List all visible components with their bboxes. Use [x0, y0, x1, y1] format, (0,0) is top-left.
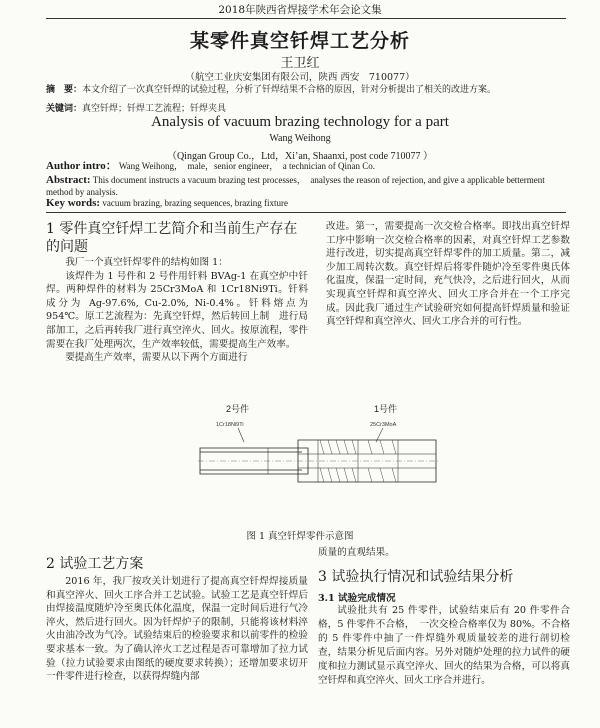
author-intro	[46, 160, 570, 172]
keywords-cn-text: 真空钎焊；钎焊工艺流程；钎焊夹具	[82, 104, 227, 114]
section2-para: 2016 年，我厂按攻关计划进行了提高真空钎焊焊接质量和真空淬火、回火工序合并工艺试验。试验工艺是真空钎焊后由焊接温度随炉冷至奥氏体化温度，保温一定时间后进行气冷淬火，然后进行回火。因为钎焊炉子的限制，只能将该材料淬火由油冷改为气冷。试验结束后的检验要求和以前零件的检验要求基本一致。为了确认淬火工艺过程是否可靠增加了拉力试验（拉力试验要求由图纸的硬度要求转换）；还增加要求切开一件零件进行检查，以获得焊缝内部	[46, 576, 308, 683]
figure-caption: 图 1 真空钎焊零件示意图	[246, 531, 354, 542]
abstract-cn-text: 本文介绍了一次真空钎焊的试验过程，分析了钎焊结果不合格的原因，针对分析提出了相关的改进方案。	[82, 85, 497, 95]
abstract-cn-label: 摘 要：	[46, 85, 83, 95]
section1-right-para: 改进。第一，需要提高一次交检合格率。即找出真空钎焊工序中影响一次交检合格率的因素，对真空钎焊工艺参数进行改进，切实提高真空钎焊零件的加工质量。第二，减少加工周转次数。真空钎焊后将零件随炉冷至零件奥氏体化温度，保温一定时间，充气快冷，之后进行回火，从而实现真空钎焊和真空淬火、回火工序合并在一个工序完成。因此我厂通过生产试验研究如何提高钎焊质量和验证真空钎焊和真空淬火、回火工序合并的可行性。	[326, 221, 570, 328]
abstract-en-label: Abstract:	[46, 174, 91, 186]
abstract-rule	[46, 212, 566, 213]
keywords-en	[46, 197, 570, 209]
section2-left-column	[46, 575, 308, 684]
section1-para-3: 要提高生产效率，需要从以下两个方面进行	[65, 352, 248, 364]
section2-heading: 2 试验工艺方案	[46, 556, 144, 572]
section3-para: 试验批共有 25 件零件，试验结束后有 20 件零件合格，5 件零件不合格， 一次交检合格率仅为 80%。不合格的 5 件零件中抽了一件焊缝外观质量较差的进行剖切检查，结果分析见后面内容。另外对随炉处理的拉力试件的硬度和拉力测试显示真空淬火、回火的结果为合格，可以将真空钎焊和真空淬火、回火工序合并进行。	[318, 605, 570, 686]
section1-right-column	[326, 220, 570, 329]
section1-left-column	[46, 256, 308, 365]
section3-heading: 3 试验执行情况和试验结果分析	[318, 569, 514, 585]
abstract-en-text: This document instructs a vacuum brazing test processes， analyses the reason of rejection, and give a applicable betterment method by analysis.	[46, 175, 545, 197]
section3-column	[318, 604, 570, 688]
author-cn: 王卫红	[280, 56, 320, 71]
keywords-cn-label: 关键词：	[46, 104, 83, 114]
journal-header: 2018年陕西省焊接学术年会论文集	[218, 4, 382, 16]
part2-label: 2号件	[226, 404, 250, 414]
title-cn: 某零件真空钎焊工艺分析	[189, 30, 410, 52]
part-diagram	[198, 402, 438, 522]
part1-label: 1号件	[374, 404, 398, 414]
part2-material: 1Cr18Ni9Ti	[216, 422, 244, 428]
header-rule	[46, 18, 566, 19]
author-intro-label: Author intro：	[46, 160, 117, 172]
section1-para-2: 该焊件为 1 号件和 2 号件用钎料 BVAg-1 在真空炉中钎焊。两种焊件的材料为 25Cr3MoA 和 1Cr18Ni9Ti。钎料成分为 Ag-97.6%, Cu-2.0%, Ni-0.4%。钎料熔点为 954℃。原工艺流程为：先真空钎焊，然后转回上制 进行局部加工，之后再转我厂进行真空淬火、回火。按原流程，零件需要在我厂处理两次，生产效率较低，需要提高生产效率。	[46, 270, 308, 350]
section1-heading: 1 零件真空钎焊工艺简介和当前生产存在的问题	[46, 221, 298, 255]
title-en: Analysis of vacuum brazing technology for a part	[151, 114, 449, 130]
keywords-cn	[46, 101, 570, 114]
part1-material: 25Cr3MoA	[370, 422, 397, 428]
section2-continuation: 质量的直观结果。	[318, 547, 395, 558]
abstract-cn	[46, 84, 570, 96]
author-en: Wang Weihong	[269, 133, 331, 144]
abstract-en	[46, 174, 570, 198]
section1-para-1: 我厂一个真空钎焊零件的结构如图 1：	[65, 257, 228, 268]
affiliation-en: （Qingan Group Co.，Ltd，Xi’an, Shaanxi, post code 710077 ）	[166, 151, 434, 162]
author-intro-text: Wang Weihong， male，senior engineer， a technician of Qinan Co.	[118, 161, 375, 171]
section3-1-heading: 3.1 试验完成情况	[318, 593, 396, 604]
part2-leader	[238, 428, 244, 442]
keywords-en-text: vacuum brazing, brazing sequences, brazing fixture	[102, 198, 289, 208]
affiliation-cn: （航空工业庆安集团有限公司，陕西 西安 710077）	[185, 72, 415, 83]
keywords-en-label: Key words:	[46, 197, 101, 209]
